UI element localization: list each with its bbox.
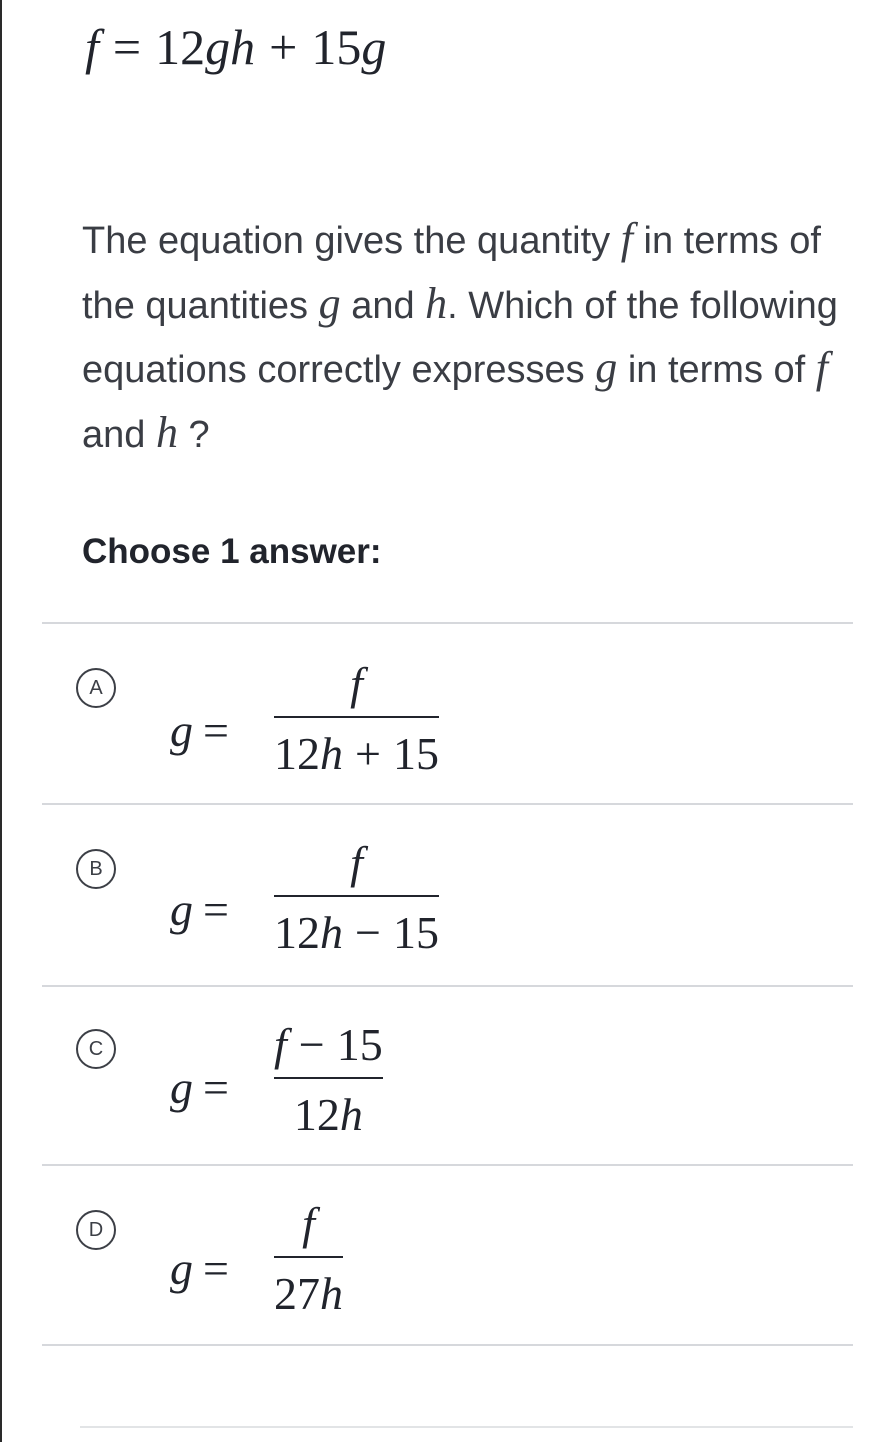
choice-a-fraction: f 12h + 15 [274,658,439,779]
given-equation: f = 12gh + 15g [85,19,387,75]
choice-b[interactable] [42,805,853,985]
choice-c[interactable] [42,987,853,1164]
choice-a[interactable] [42,624,853,803]
choice-c-fraction: f − 15 12h [274,1019,383,1140]
left-border [0,0,2,1442]
fraction-bar [274,1256,343,1258]
choice-letter-b[interactable]: B [76,849,116,889]
choice-c-lhs: g = [170,1062,229,1113]
fraction-bar [274,895,439,897]
choice-a-lhs: g = [170,705,229,756]
choose-prompt: Choose 1 answer: [82,532,382,571]
question-text: The equation gives the quantity f in terms of the quantities g and h. Which of the following equations correctly expresses g in terms of f and h ? [82,214,838,457]
choice-d-fraction: f 27h [274,1198,343,1319]
choice-letter-c[interactable]: C [76,1029,116,1069]
choice-b-lhs: g = [170,884,229,935]
choice-b-fraction: f 12h − 15 [274,837,439,958]
choice-d-lhs: g = [170,1243,229,1294]
fraction-bar [274,716,439,718]
choice-d[interactable] [42,1166,853,1344]
fraction-bar [274,1077,383,1079]
choice-letter-d[interactable]: D [76,1210,116,1250]
choice-letter-a[interactable]: A [76,668,116,708]
divider [80,1426,853,1428]
divider [42,1344,853,1346]
